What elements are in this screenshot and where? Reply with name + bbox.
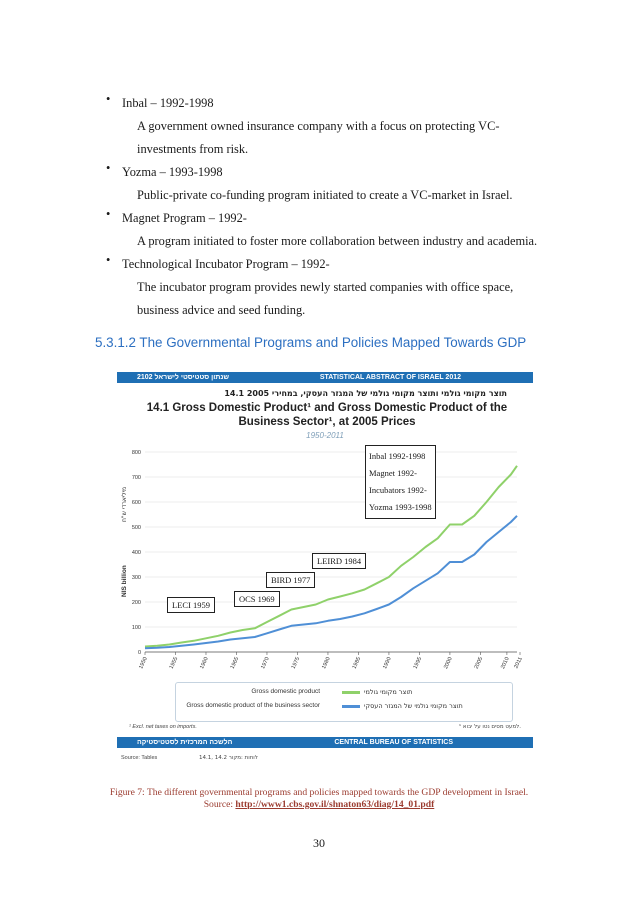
annotation-line: Yozma 1993-1998	[369, 502, 432, 512]
x-tick-label: 2000	[443, 656, 454, 670]
x-tick-label: 1980	[321, 656, 332, 670]
y-tick-label: 300	[131, 575, 141, 581]
x-tick-label: 2011	[513, 656, 524, 670]
annotation-line: Incubators 1992-	[369, 485, 427, 495]
legend-item-gdp	[176, 688, 512, 700]
legend-label-english: Gross domestic product	[251, 688, 320, 695]
y-tick-label: 100	[131, 625, 141, 631]
figure-footnote: ¹ Excl. net taxes on imports.	[129, 724, 197, 730]
caption-source-link[interactable]: http://www1.cbs.gov.il/shnaton63/diag/14_01.pdf	[235, 799, 435, 810]
program-description-line: A government owned insurance company with a focus on protecting VC-	[137, 119, 500, 133]
annotation-bird: BIRD 1977	[266, 572, 315, 588]
program-title: Technological Incubator Program – 1992-	[122, 257, 330, 271]
program-item-magnet	[106, 207, 552, 253]
figure-source: Source: Tables	[121, 755, 158, 761]
program-description-line: business advice and seed funding.	[137, 303, 306, 317]
section-heading: 5.3.1.2 The Governmental Programs and Policies Mapped Towards GDP	[95, 335, 527, 350]
program-item-inbal	[106, 92, 552, 161]
legend-label-english: Gross domestic product of the business sector	[186, 702, 320, 709]
figure-title-english: 14.1 Gross Domestic Product¹ and Gross Domestic Product of the Business Sector¹, at 2005 Prices	[146, 402, 508, 428]
program-description-line: A program initiated to foster more collaboration between industry and academia.	[137, 234, 538, 248]
x-tick-label: 1995	[412, 656, 424, 670]
x-tick-label: 1975	[290, 656, 302, 670]
program-title: Yozma – 1993-1998	[122, 165, 223, 179]
caption-text: Figure 7: The different governmental programs and policies mapped towards the GDP development in Israel.	[109, 787, 529, 798]
x-tick-label: 1955	[168, 656, 180, 670]
y-tick-label: 800	[131, 450, 141, 456]
gdp-figure	[117, 367, 533, 768]
figure-footnote-hebrew: ¹ למעט מסים נטו על יבוא.	[458, 724, 521, 730]
bullet-icon: •	[106, 161, 111, 175]
caption-source-label: Source:	[203, 799, 236, 810]
program-description-line: Public-private co-funding program initiated to create a VC-market in Israel.	[137, 188, 513, 202]
y-tick-label: 200	[131, 600, 141, 606]
x-tick-label: 1990	[382, 656, 393, 670]
y-tick-label: 0	[137, 650, 141, 656]
band-footer-english: CENTRAL BUREAU OF STATISTICS	[334, 739, 453, 746]
annotation-leird: LEIRD 1984	[312, 553, 366, 569]
annotation-line: Inbal 1992-1998	[369, 451, 426, 461]
program-title: Magnet Program – 1992-	[122, 211, 247, 225]
legend-label-hebrew: תוצר מקומי גולמי של המגזר העסקי	[364, 702, 463, 710]
caption-source-line	[85, 799, 553, 811]
figure-footer-band	[117, 737, 533, 748]
figure-caption	[85, 787, 553, 811]
x-tick-label: 2005	[473, 656, 485, 670]
legend-swatch-blue	[342, 705, 360, 708]
program-item-yozma	[106, 161, 552, 207]
annotation-line: Magnet 1992-	[369, 468, 417, 478]
x-tick-label: 1960	[199, 656, 210, 670]
legend-label-hebrew: תוצר מקומי גולמי	[364, 688, 413, 696]
figure-title-hebrew: 14.1 תוצר מקומי גולמי ותוצר מקומי גולמי של המגזר העסקי, במחירי 2005	[224, 389, 507, 398]
figure-header-band	[117, 372, 533, 383]
x-tick-label: 2010	[500, 656, 511, 670]
annotation-leci: LECI 1959	[167, 597, 215, 613]
x-tick-label: 1970	[260, 656, 271, 670]
y-axis-label: NIS billion	[121, 565, 128, 597]
y-tick-label: 700	[131, 475, 141, 481]
band-title-hebrew: שנתון סטטיסטי לישראל 2012	[137, 374, 230, 381]
band-title-english: STATISTICAL ABSTRACT OF ISRAEL 2012	[319, 374, 461, 381]
program-title: Inbal – 1992-1998	[122, 96, 214, 110]
figure-source-hebrew: 14.1, 14.2 לוחות :מקור	[199, 755, 258, 761]
page-number: 30	[313, 836, 325, 850]
bullet-icon: •	[106, 92, 111, 106]
legend-item-business-gdp	[176, 702, 512, 714]
annotation-program-group	[365, 445, 436, 519]
y-tick-label: 600	[131, 500, 141, 506]
program-bullet-list	[106, 92, 552, 322]
annotation-ocs: OCS 1969	[234, 591, 280, 607]
chart-legend	[175, 682, 513, 722]
x-tick-label: 1950	[138, 656, 149, 670]
bullet-icon: •	[106, 207, 111, 221]
y-axis-label-hebrew: מיליארדי ש"ח	[121, 486, 128, 522]
x-tick-label: 1985	[351, 656, 363, 670]
figure-year-range: 1950-2011	[306, 431, 344, 440]
legend-swatch-green	[342, 691, 360, 694]
program-item-incubator	[106, 253, 552, 322]
program-description-line: investments from risk.	[137, 142, 249, 156]
y-tick-label: 500	[131, 525, 141, 531]
bullet-icon: •	[106, 253, 111, 267]
x-tick-label: 1965	[229, 656, 241, 670]
band-footer-hebrew: הלשכה המרכזית לסטטיסטיקה	[137, 739, 233, 746]
program-description-line: The incubator program provides newly started companies with office space,	[137, 280, 514, 294]
y-tick-label: 400	[131, 550, 141, 556]
